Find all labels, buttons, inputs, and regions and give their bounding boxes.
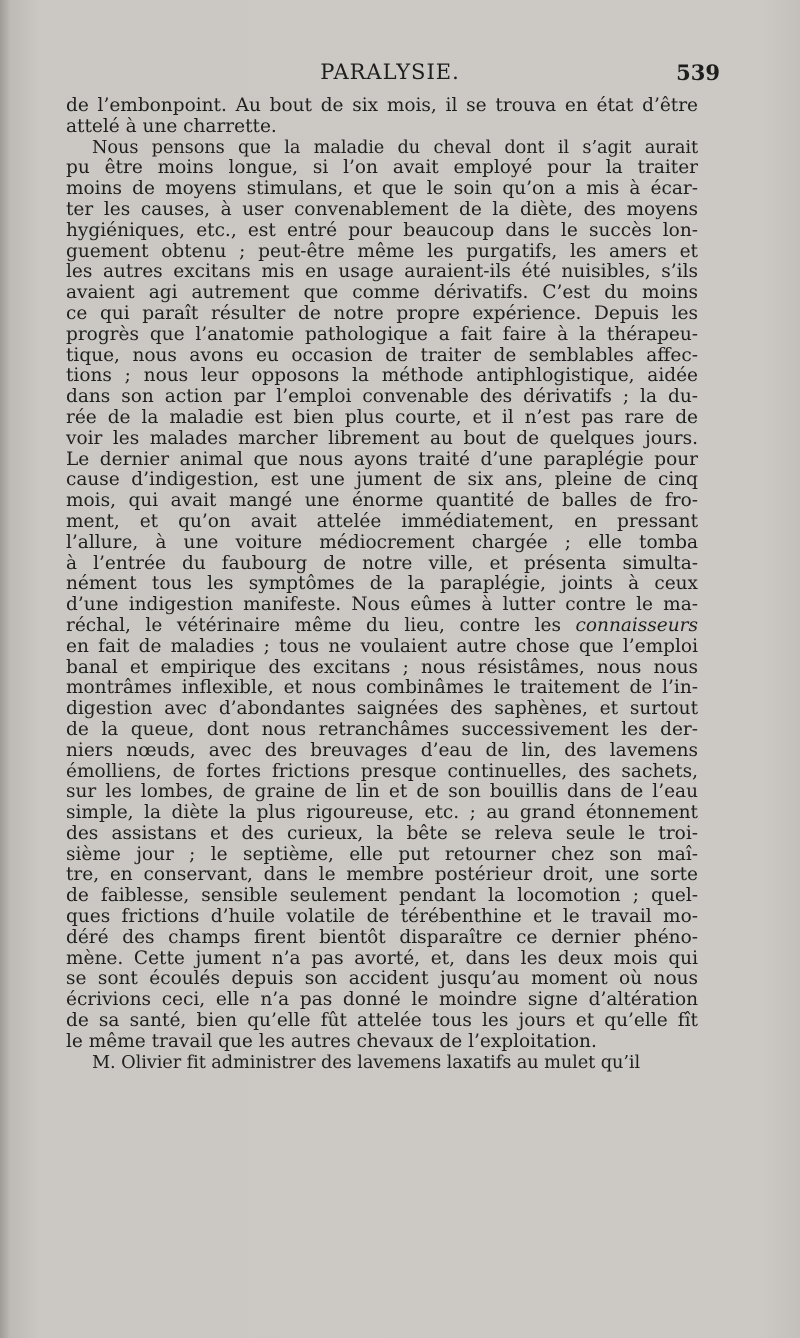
text-line: attelé à une charrette. bbox=[66, 115, 277, 137]
paragraph bbox=[66, 1053, 698, 1074]
text-line: mène. Cette jument n’a pas avorté, et, dans les deux mois qui bbox=[66, 947, 698, 969]
body-text bbox=[66, 96, 698, 1073]
text-line: d’une indigestion manifeste. Nous eûmes à lutter contre le ma- bbox=[66, 594, 698, 616]
text-line: tre, en conservant, dans le membre postérieur droit, une sorte bbox=[66, 864, 698, 886]
text-line: écrivions ceci, elle n’a pas donné le moindre signe d’altération bbox=[66, 989, 698, 1011]
text-line: banal et empirique des excitans ; nous résistâmes, nous nous bbox=[66, 656, 698, 678]
text-line: mois, qui avait mangé une énorme quantité de balles de fro- bbox=[66, 490, 698, 512]
text-line: hygiéniques, etc., est entré pour beaucoup dans le succès lon- bbox=[66, 219, 698, 241]
text-line: avaient agi autrement que comme dérivatifs. C’est du moins bbox=[66, 282, 698, 304]
text-line: en fait de maladies ; tous ne voulaient autre chose que l’emploi bbox=[66, 635, 698, 657]
text-line: guement obtenu ; peut-être même les purgatifs, les amers et bbox=[66, 240, 698, 262]
text-line: Nous pensons que la maladie du cheval dont il s’agit aurait bbox=[92, 137, 698, 158]
text-line: réchal, le vétérinaire même du lieu, contre les connaisseurs bbox=[66, 614, 698, 636]
text-line: ques frictions d’huile volatile de térébenthine et le travail mo- bbox=[66, 906, 698, 928]
text-line: moins de moyens stimulans, et que le soin qu’on a mis à écar- bbox=[66, 178, 698, 200]
text-line: sur les lombes, de graine de lin et de son bouillis dans de l’eau bbox=[66, 781, 698, 803]
text-line: M. Olivier fit administrer des lavemens laxatifs au mulet qu’il bbox=[92, 1052, 641, 1073]
text-line: rée de la maladie est bien plus courte, et il n’est pas rare de bbox=[66, 406, 698, 428]
text-line: ce qui paraît résulter de notre propre expérience. Depuis les bbox=[66, 302, 698, 324]
text-line: tique, nous avons eu occasion de traiter de semblables affec- bbox=[66, 344, 698, 366]
text-line: voir les malades marcher librement au bout de quelques jours. bbox=[66, 427, 698, 449]
text-line: digestion avec d’abondantes saignées des saphènes, et surtout bbox=[66, 698, 698, 720]
running-title: PARALYSIE. bbox=[320, 60, 460, 84]
page-number: 539 bbox=[676, 60, 720, 85]
paragraph bbox=[66, 138, 698, 1053]
text-line: niers nœuds, avec des breuvages d’eau de lin, des lavemens bbox=[66, 739, 698, 761]
text-line: sième jour ; le septième, elle put retourner chez son maî- bbox=[66, 843, 698, 865]
text-line: de faiblesse, sensible seulement pendant la locomotion ; quel- bbox=[66, 885, 698, 907]
text-line: à l’entrée du faubourg de notre ville, et présenta simulta- bbox=[66, 552, 698, 574]
text-line: dans son action par l’emploi convenable des dérivatifs ; la du- bbox=[66, 386, 698, 408]
italic-word: connaisseurs bbox=[575, 614, 698, 636]
text-line: des assistans et des curieux, la bête se releva seule le troi- bbox=[66, 822, 698, 844]
paragraph bbox=[66, 96, 698, 138]
text-line: montrâmes inflexible, et nous combinâmes le traitement de l’in- bbox=[66, 677, 698, 699]
text-line: ter les causes, à user convenablement de la diète, des moyens bbox=[66, 198, 698, 220]
text-line: émolliens, de fortes frictions presque continuelles, des sachets, bbox=[66, 760, 698, 782]
text-line: se sont écoulés depuis son accident jusqu’au moment où nous bbox=[66, 968, 698, 990]
text-line: de la queue, dont nous retranchâmes successivement les der- bbox=[66, 718, 698, 740]
text-line: le même travail que les autres chevaux de l’exploitation. bbox=[66, 1030, 597, 1052]
text-line: tions ; nous leur opposons la méthode antiphlogistique, aidée bbox=[66, 365, 698, 387]
text-line: de l’embonpoint. Au bout de six mois, il se trouva en état d’être bbox=[66, 95, 698, 116]
text-line: pu être moins longue, si l’on avait employé pour la traiter bbox=[66, 157, 698, 179]
text-line: progrès que l’anatomie pathologique a fait faire à la thérapeu- bbox=[66, 323, 698, 345]
text-line: ment, et qu’on avait attelée immédiatement, en pressant bbox=[66, 510, 698, 532]
text-line: simple, la diète la plus rigoureuse, etc. ; au grand étonnement bbox=[66, 802, 698, 824]
text-line: déré des champs firent bientôt disparaître ce dernier phéno- bbox=[66, 926, 698, 948]
text-line: Le dernier animal que nous ayons traité d’une paraplégie pour bbox=[66, 448, 698, 470]
running-head bbox=[60, 60, 720, 90]
text-line: l’allure, à une voiture médiocrement chargée ; elle tomba bbox=[66, 531, 698, 553]
text-line: cause d’indigestion, est une jument de six ans, pleine de cinq bbox=[66, 469, 698, 491]
text-line: de sa santé, bien qu’elle fût attelée tous les jours et qu’elle fît bbox=[66, 1010, 698, 1032]
text-line: nément tous les symptômes de la paraplégie, joints à ceux bbox=[66, 573, 698, 595]
text-line: les autres excitans mis en usage auraient-ils été nuisibles, s’ils bbox=[66, 261, 698, 283]
